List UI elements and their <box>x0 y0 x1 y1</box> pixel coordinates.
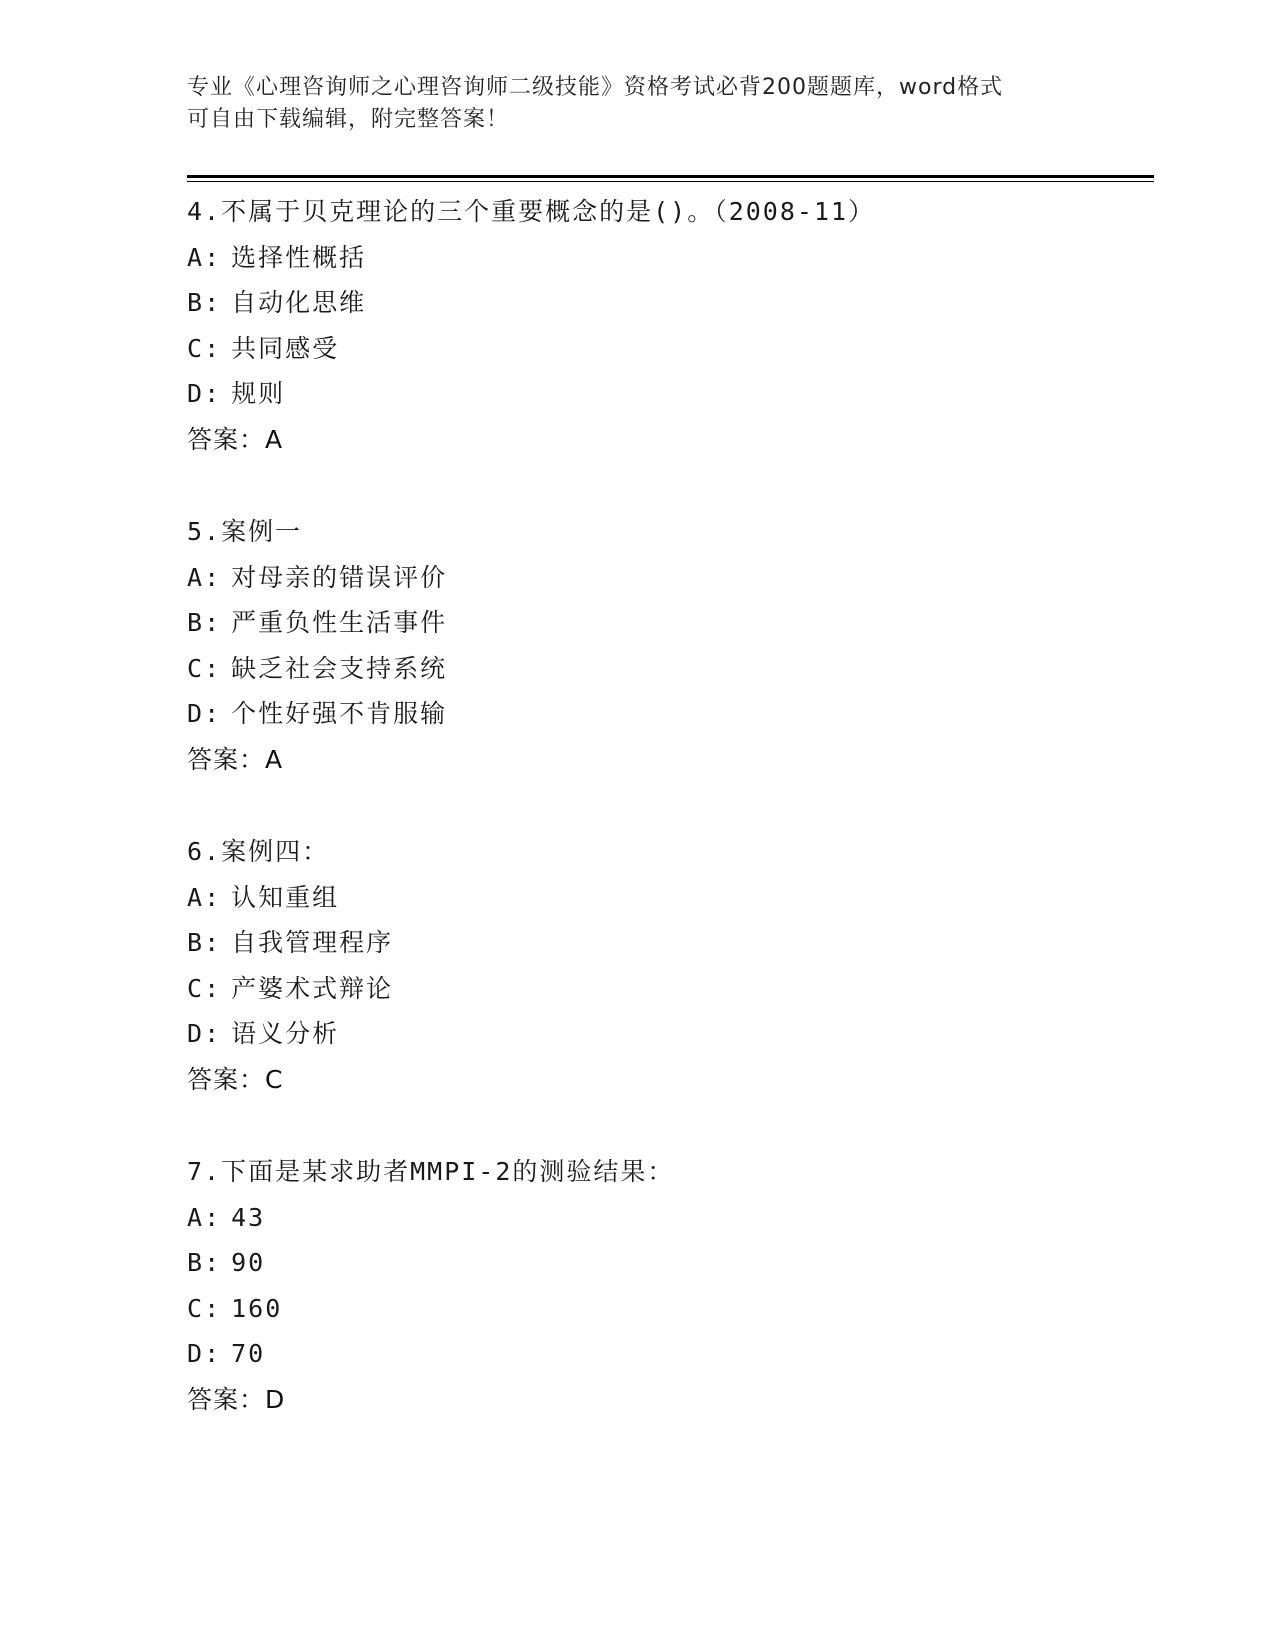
option-letter: D <box>187 1019 205 1048</box>
option-text: 160 <box>231 1293 283 1323</box>
option-text: 对母亲的错误评价 <box>231 562 448 592</box>
question-list <box>187 189 1147 1469</box>
option-separator: : <box>204 333 222 363</box>
question-stem: 7.下面是某求助者MMPI-2的测验结果： <box>187 1157 675 1186</box>
answer-option <box>187 966 1147 1012</box>
option-text: 认知重组 <box>231 882 340 912</box>
option-letter: D <box>187 379 205 408</box>
option-letter: C <box>187 653 205 683</box>
option-text: 规则 <box>231 379 286 408</box>
answer-key: 答案：C <box>187 1064 284 1094</box>
header-divider-thin <box>187 181 1154 182</box>
question-block <box>187 509 1147 782</box>
answer-key: 答案：A <box>187 744 284 774</box>
option-letter: A <box>187 242 205 272</box>
answer-key: 答案：A <box>187 424 284 454</box>
option-letter: A <box>187 882 205 912</box>
option-letter: B <box>187 288 205 317</box>
question-block <box>187 189 1147 462</box>
option-letter: D <box>187 699 205 728</box>
option-letter: A <box>187 562 205 592</box>
answer-option <box>187 235 1147 281</box>
option-separator: : <box>204 1019 222 1048</box>
document-header <box>187 72 1067 136</box>
option-separator: : <box>204 288 222 317</box>
answer-option <box>187 1331 1147 1377</box>
question-block <box>187 1149 1147 1422</box>
answer-option <box>187 1286 1147 1332</box>
question-block <box>187 829 1147 1102</box>
header-line-2: 可自由下载编辑，附完整答案！ <box>187 107 510 132</box>
option-letter: C <box>187 1293 205 1323</box>
option-text: 90 <box>231 1248 266 1277</box>
option-text: 缺乏社会支持系统 <box>231 653 448 683</box>
option-separator: : <box>204 653 222 683</box>
option-letter: B <box>187 1248 205 1277</box>
option-letter: B <box>187 608 205 637</box>
answer-option <box>187 1240 1147 1286</box>
answer-option <box>187 280 1147 326</box>
option-text: 选择性概括 <box>231 242 367 272</box>
option-separator: : <box>204 379 222 408</box>
option-separator: : <box>204 562 222 592</box>
option-letter: C <box>187 973 205 1003</box>
option-separator: : <box>204 1202 222 1232</box>
option-text: 严重负性生活事件 <box>231 608 448 637</box>
answer-option <box>187 600 1147 646</box>
option-separator: : <box>204 608 222 637</box>
answer-key: 答案：D <box>187 1384 286 1414</box>
answer-option <box>187 371 1147 417</box>
option-text: 自我管理程序 <box>231 928 394 957</box>
question-stem: 5.案例一 <box>187 517 303 546</box>
option-text: 共同感受 <box>231 333 340 363</box>
question-stem: 4.不属于贝克理论的三个重要概念的是()。（2008-11） <box>187 197 876 226</box>
option-text: 个性好强不肯服输 <box>231 699 448 728</box>
answer-option <box>187 691 1147 737</box>
answer-option <box>187 1195 1147 1241</box>
header-divider-thick <box>187 175 1154 178</box>
option-separator: : <box>204 242 222 272</box>
option-separator: : <box>204 882 222 912</box>
option-separator: : <box>204 699 222 728</box>
answer-option <box>187 555 1147 601</box>
header-line-1: 专业《心理咨询师之心理咨询师二级技能》资格考试必背200题题库，word格式 <box>187 75 1004 100</box>
answer-option <box>187 875 1147 921</box>
option-separator: : <box>204 928 222 957</box>
option-separator: : <box>204 1248 222 1277</box>
option-text: 70 <box>231 1339 266 1368</box>
option-letter: B <box>187 928 205 957</box>
option-text: 语义分析 <box>231 1019 340 1048</box>
option-letter: C <box>187 333 205 363</box>
option-text: 43 <box>231 1202 266 1232</box>
answer-option <box>187 1011 1147 1057</box>
option-letter: D <box>187 1339 205 1368</box>
option-separator: : <box>204 1293 222 1323</box>
option-letter: A <box>187 1202 205 1232</box>
option-separator: : <box>204 1339 222 1368</box>
question-stem: 6.案例四： <box>187 837 330 866</box>
answer-option <box>187 326 1147 372</box>
option-text: 产婆术式辩论 <box>231 973 394 1003</box>
option-separator: : <box>204 973 222 1003</box>
answer-option <box>187 646 1147 692</box>
option-text: 自动化思维 <box>231 288 367 317</box>
answer-option <box>187 920 1147 966</box>
